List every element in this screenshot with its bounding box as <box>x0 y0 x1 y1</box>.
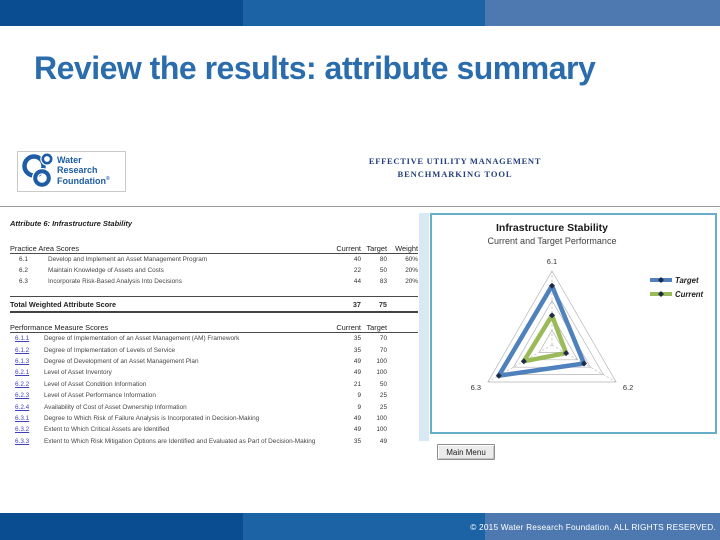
measure-label: Degree of Development of an Asset Management Plan <box>44 357 199 365</box>
practice-id: 6.1 <box>19 256 28 263</box>
column-header-current: Current <box>336 244 361 253</box>
window-edge-strip <box>419 213 429 441</box>
total-current-value: 37 <box>352 299 361 309</box>
measure-id-link[interactable]: 6.1.2 <box>15 346 30 354</box>
current-value: 44 <box>353 278 361 285</box>
measure-id-link[interactable]: 6.1.3 <box>15 357 30 365</box>
bottom-bar-segment-dark <box>0 513 243 540</box>
target-value: 50 <box>379 380 387 388</box>
measure-label: Degree of Implementation of Levels of Service <box>44 346 176 354</box>
current-value: 49 <box>353 426 361 434</box>
chart-title: Infrastructure Stability <box>495 222 609 234</box>
table-row <box>10 424 418 435</box>
target-value: 25 <box>379 392 387 400</box>
total-target-value: 75 <box>378 299 387 309</box>
current-value: 49 <box>353 414 361 422</box>
measure-label: Level of Asset Performance Information <box>44 392 156 400</box>
table-row <box>10 390 418 401</box>
target-value: 49 <box>379 437 387 445</box>
measure-label: Level of Asset Condition Information <box>44 380 147 388</box>
chart-subtitle: Current and Target Performance <box>487 236 617 246</box>
measure-table-title: Performance Measure Scores <box>10 323 109 332</box>
bottom-accent-bar <box>0 513 720 540</box>
measure-label: Degree to Which Risk of Failure Analysis is Incorporated in Decision-Making <box>44 414 260 422</box>
practice-label: Maintain Knowledge of Assets and Costs <box>48 267 164 274</box>
current-value: 35 <box>353 437 361 445</box>
current-value: 9 <box>357 403 361 411</box>
measure-id-link[interactable]: 6.3.2 <box>15 426 30 434</box>
horizontal-divider <box>0 206 720 207</box>
practice-area-scores-table <box>10 243 418 313</box>
bottom-bar-segment-medium <box>243 513 485 540</box>
target-value: 70 <box>379 346 387 354</box>
top-bar-segment-medium <box>243 0 485 26</box>
top-accent-bar <box>0 0 720 26</box>
measure-id-link[interactable]: 6.2.1 <box>15 369 30 377</box>
measure-id-link[interactable]: 6.1.1 <box>15 335 30 343</box>
column-header-target: Target <box>366 323 387 332</box>
table-row <box>10 367 418 378</box>
measure-id-link[interactable]: 6.3.3 <box>15 437 30 445</box>
target-value: 100 <box>376 357 387 365</box>
table-row <box>10 254 418 265</box>
axis-label: 6.1 <box>546 257 558 266</box>
target-value: 83 <box>379 278 387 285</box>
table-row <box>10 344 418 355</box>
column-header-target: Target <box>366 244 387 253</box>
logo-line-foundation: Foundation® <box>57 176 110 187</box>
practice-id: 6.3 <box>19 278 28 285</box>
target-value: 25 <box>379 403 387 411</box>
table-row <box>10 436 418 447</box>
measure-id-link[interactable]: 6.2.2 <box>15 380 30 388</box>
table-row <box>10 333 418 344</box>
table-row <box>10 413 418 424</box>
logo-line-water: Water <box>57 155 82 166</box>
wrf-logo-text <box>57 156 110 187</box>
wrf-logo <box>17 151 126 192</box>
performance-measure-scores-table <box>10 322 418 447</box>
measure-label: Level of Asset Inventory <box>44 369 112 377</box>
current-value: 40 <box>353 256 361 263</box>
legend-label: Target <box>675 275 699 285</box>
table-row <box>10 356 418 367</box>
legend-label: Current <box>675 289 704 299</box>
trademark-symbol: ® <box>106 176 110 183</box>
practice-table-header <box>10 243 418 254</box>
current-value: 49 <box>353 369 361 377</box>
current-value: 35 <box>353 335 361 343</box>
target-value: 100 <box>376 426 387 434</box>
logo-line-research: Research <box>57 164 98 175</box>
practice-id: 6.2 <box>19 267 28 274</box>
target-value: 100 <box>376 414 387 422</box>
total-weighted-score-row <box>10 296 418 313</box>
table-row <box>10 379 418 390</box>
target-value: 100 <box>376 369 387 377</box>
data-point-marker <box>658 277 664 283</box>
radar-chart <box>432 215 715 432</box>
measure-label: Availability of Cost of Asset Ownership Information <box>44 403 187 411</box>
attribute-heading: Attribute 6: Infrastructure Stability <box>10 219 133 228</box>
top-bar-segment-light <box>485 0 720 26</box>
weight-value: 20% <box>405 278 418 285</box>
target-value: 70 <box>379 335 387 343</box>
measure-label: Extent to Which Critical Assets are Identified <box>44 426 170 434</box>
data-point-marker <box>658 291 664 297</box>
main-menu-button[interactable]: Main Menu <box>437 444 495 460</box>
column-header-current: Current <box>336 323 361 332</box>
table-row <box>10 276 418 287</box>
target-value: 80 <box>379 256 387 263</box>
weight-value: 60% <box>405 256 418 263</box>
current-value: 35 <box>353 346 361 354</box>
current-value: 22 <box>353 267 361 274</box>
measure-id-link[interactable]: 6.3.1 <box>15 414 30 422</box>
axis-label: 6.3 <box>470 383 482 392</box>
target-value: 50 <box>379 267 387 274</box>
wrf-logo-circles-icon <box>18 153 56 190</box>
app-header-line2: BENCHMARKING TOOL <box>397 169 513 179</box>
page-title: Review the results: attribute summary <box>34 50 596 86</box>
measure-label: Degree of Implementation of an Asset Management (AM) Framework <box>44 335 240 343</box>
radar-chart-panel <box>430 213 717 434</box>
measure-table-header <box>10 322 418 333</box>
practice-label: Incorporate Risk-Based Analysis Into Decisions <box>48 278 182 285</box>
column-header-weight: Weight <box>395 244 418 253</box>
measure-id-link[interactable]: 6.2.4 <box>15 403 30 411</box>
total-label: Total Weighted Attribute Score <box>10 299 117 309</box>
table-row <box>10 401 418 412</box>
practice-label: Develop and Implement an Asset Management Program <box>48 256 208 263</box>
axis-label: 6.2 <box>622 383 634 392</box>
table-row <box>10 265 418 276</box>
copyright-text: © 2015 Water Research Foundation. ALL RIGHTS RESERVED. <box>470 521 716 532</box>
current-value: 9 <box>357 392 361 400</box>
current-value: 21 <box>353 380 361 388</box>
current-value: 49 <box>353 357 361 365</box>
app-header-line1: EFFECTIVE UTILITY MANAGEMENT <box>368 156 542 166</box>
measure-id-link[interactable]: 6.2.3 <box>15 392 30 400</box>
weight-value: 20% <box>405 267 418 274</box>
measure-label: Extent to Which Risk Mitigation Options are Identified and Evaluated as Part of Decision-Making <box>44 437 316 445</box>
app-header <box>320 156 590 179</box>
practice-table-title: Practice Area Scores <box>10 244 80 253</box>
top-bar-segment-dark <box>0 0 243 26</box>
